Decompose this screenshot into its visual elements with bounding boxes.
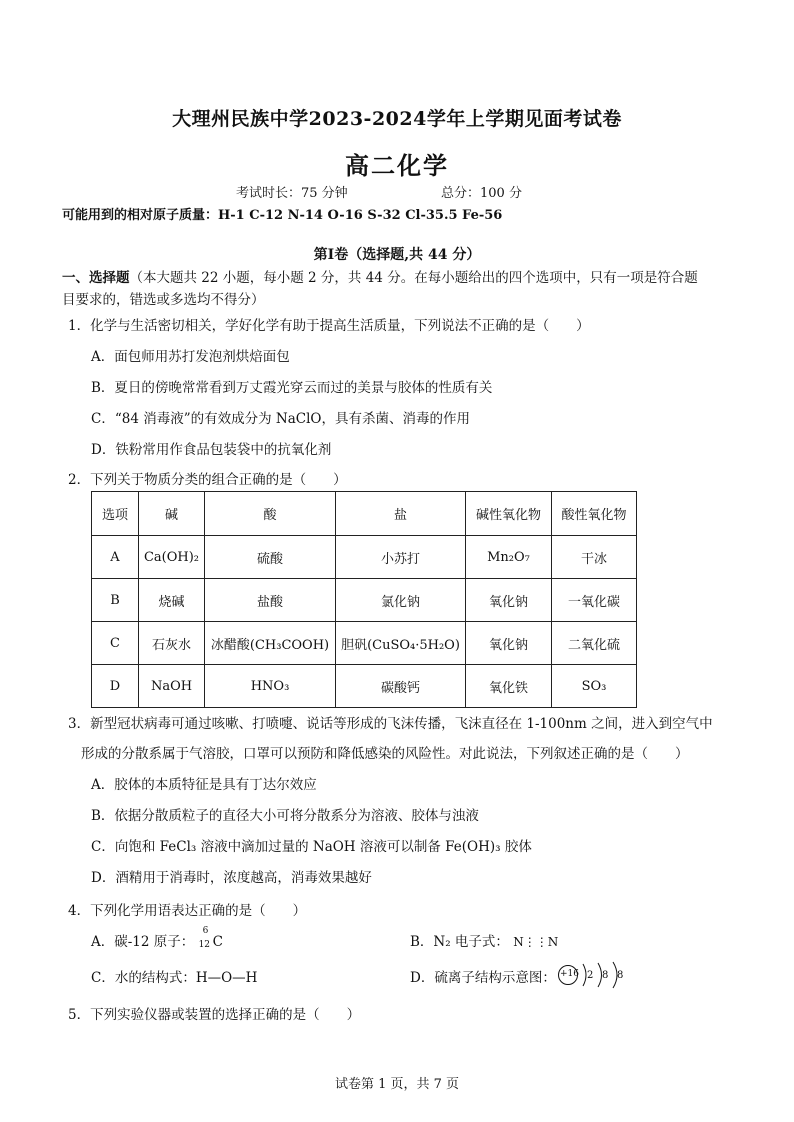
table-row — [92, 622, 637, 665]
q4-stem: 4．下列化学用语表达正确的是（ ） — [68, 903, 307, 919]
table-cell: HNO₃ — [205, 665, 336, 708]
section-heading-desc: （本大题共 22 小题，每小题 2 分，共 44 分。在每小题给出的四个选项中，只有一项是符合题 — [129, 270, 698, 286]
table-row — [92, 536, 637, 579]
table-cell: 一氧化碳 — [552, 579, 637, 622]
table-cell: 干冰 — [552, 536, 637, 579]
table-cell: C — [92, 622, 139, 665]
table-cell: SO₃ — [552, 665, 637, 708]
table-header-cell: 酸 — [205, 492, 336, 536]
q5-stem: 5．下列实验仪器或装置的选择正确的是（ ） — [68, 1007, 361, 1023]
q1-option-b: B．夏日的傍晚常常看到万丈霞光穿云而过的美景与胶体的性质有关 — [91, 380, 493, 396]
table-cell: 碳酸钙 — [336, 665, 466, 708]
element-symbol: C — [212, 934, 223, 950]
table-cell: 氧化钠 — [466, 579, 552, 622]
nucleus-charge: +16 — [560, 969, 579, 979]
q2-stem: 2．下列关于物质分类的组合正确的是（ ） — [68, 472, 347, 488]
table-cell: 氧化钠 — [466, 622, 552, 665]
table-cell: Ca(OH)₂ — [139, 536, 205, 579]
q4-option-a — [91, 926, 223, 950]
q4-option-c: C．水的结构式：H—O—H — [91, 970, 258, 986]
total-score: 总分：100 分 — [441, 186, 522, 201]
atomic-number: 12 — [198, 940, 211, 950]
section-heading — [62, 266, 698, 286]
page-footer: 试卷第 1 页，共 7 页 — [334, 1077, 460, 1092]
table-cell: 冰醋酸(CH₃COOH) — [205, 622, 336, 665]
table-header-cell: 选项 — [92, 492, 139, 536]
section-title: 第Ⅰ卷（选择题,共 44 分） — [313, 247, 481, 263]
q4-option-b — [410, 930, 558, 950]
exam-title: 大理州民族中学2023-2024学年上学期见面考试卷 — [172, 108, 622, 130]
table-row — [92, 665, 637, 708]
atomic-masses: 可能用到的相对原子质量：H-1 C-12 N-14 O-16 S-32 Cl-35.5 Fe-56 — [62, 208, 503, 223]
table-cell: 氧化铁 — [466, 665, 552, 708]
table-cell: 烧碱 — [139, 579, 205, 622]
sulfide-ion-diagram — [556, 961, 638, 989]
table-header-cell: 盐 — [336, 492, 466, 536]
q1-option-a: A．面包师用苏打发泡剂烘焙面包 — [91, 349, 290, 365]
q1-stem: 1．化学与生活密切相关，学好化学有助于提高生活质量，下列说法不正确的是（ ） — [68, 318, 590, 334]
table-row — [92, 579, 637, 622]
q3-option-b: B．依据分散质粒子的直径大小可将分散系分为溶液、胶体与浊液 — [91, 808, 479, 824]
table-header-cell: 碱 — [139, 492, 205, 536]
table-header-cell: 碱性氧化物 — [466, 492, 552, 536]
q4-option-b-label: B．N₂ 电子式： — [410, 934, 509, 950]
subject-title: 高二化学 — [345, 151, 449, 180]
table-cell: D — [92, 665, 139, 708]
table-cell: A — [92, 536, 139, 579]
table-cell: 二氧化硫 — [552, 622, 637, 665]
table-cell: NaOH — [139, 665, 205, 708]
table-header-row — [92, 492, 637, 536]
q4-option-d — [410, 966, 556, 986]
q3-option-c: C．向饱和 FeCl₃ 溶液中滴加过量的 NaOH 溶液可以制备 Fe(OH)₃ 胶体 — [91, 839, 532, 855]
shell-electrons: 8 — [602, 970, 609, 981]
table-header-cell: 酸性氧化物 — [552, 492, 637, 536]
section-heading-desc-2: 目要求的，错选或多选均不得分） — [62, 292, 265, 308]
q3-option-d: D．酒精用于消毒时，浓度越高，消毒效果越好 — [91, 870, 372, 886]
n2-electron-formula: N⋮⋮N — [513, 935, 559, 949]
table-cell: B — [92, 579, 139, 622]
table-cell: 氯化钠 — [336, 579, 466, 622]
q4-option-d-label: D．硫离子结构示意图： — [410, 970, 556, 986]
q3-option-a: A．胶体的本质特征是具有丁达尔效应 — [91, 777, 317, 793]
mass-number: 6 — [202, 926, 209, 936]
shell-electrons: 2 — [587, 970, 594, 981]
table-cell: 小苏打 — [336, 536, 466, 579]
table-cell: 盐酸 — [205, 579, 336, 622]
shell-electrons: 8 — [617, 970, 624, 981]
nuclide-notation — [198, 926, 213, 950]
q1-option-c: C．“84 消毒液”的有效成分为 NaClO，具有杀菌、消毒的作用 — [91, 411, 470, 427]
table-cell: 硫酸 — [205, 536, 336, 579]
exam-time: 考试时长：75 分钟 — [236, 186, 348, 201]
q4-option-a-label: A．碳-12 原子： — [91, 934, 195, 950]
q1-option-d: D．铁粉常用作食品包装袋中的抗氧化剂 — [91, 442, 332, 458]
section-heading-label: 一、选择题 — [62, 270, 130, 286]
q3-stem-line2: 形成的分散系属于气溶胶，口罩可以预防和降低感染的风险性。对此说法，下列叙述正确的是（ ） — [81, 746, 689, 762]
table-cell: 石灰水 — [139, 622, 205, 665]
q3-stem-line1: 3．新型冠状病毒可通过咳嗽、打喷嚏、说话等形成的飞沫传播，飞沫直径在 1-100nm 之间，进入到空气中 — [68, 716, 713, 732]
q2-table — [91, 491, 637, 708]
table-cell: Mn₂O₇ — [466, 536, 552, 579]
table-cell: 胆矾(CuSO₄·5H₂O) — [336, 622, 466, 665]
